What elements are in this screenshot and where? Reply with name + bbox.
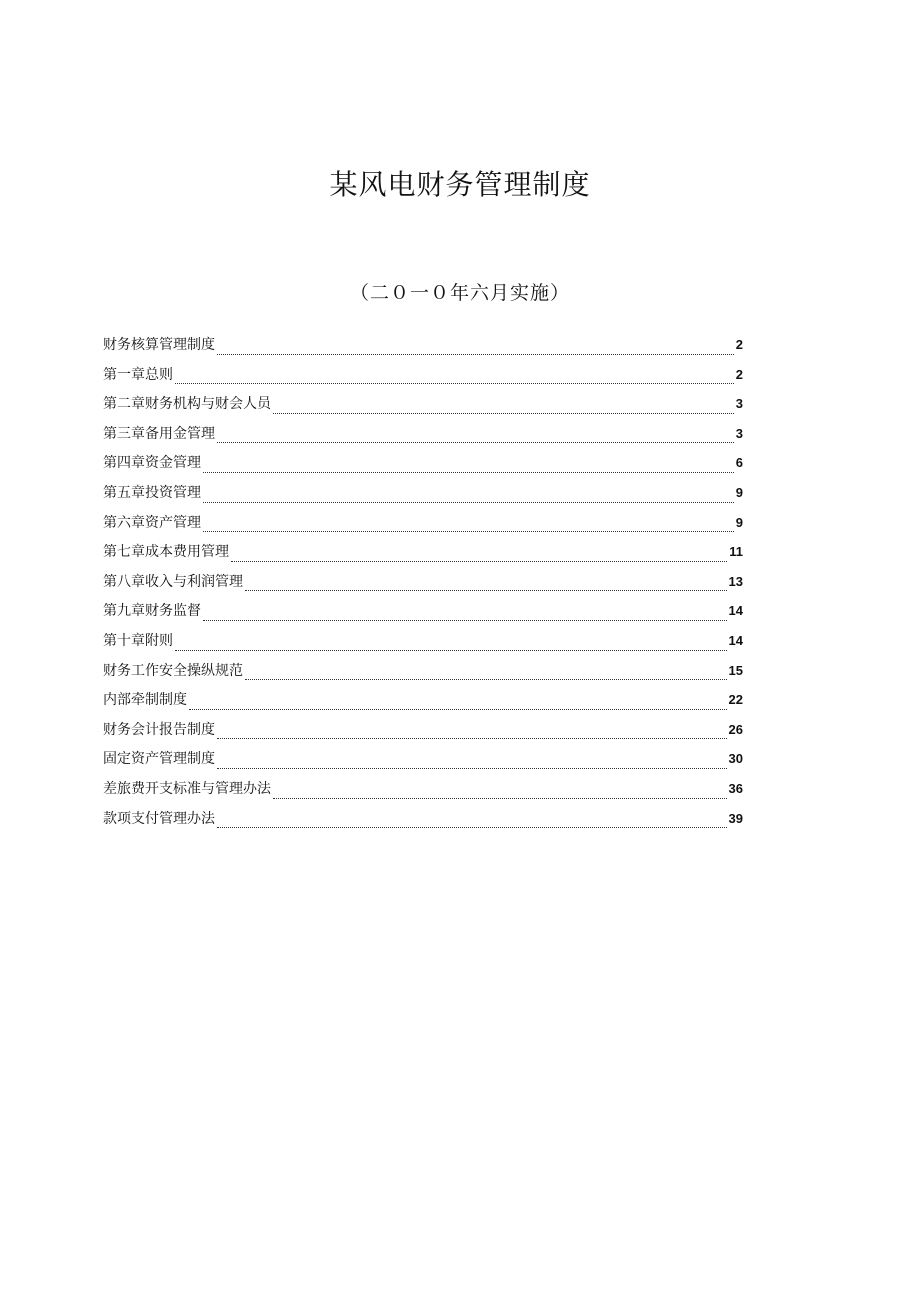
toc-entry-label: 第五章投资管理	[103, 484, 201, 501]
toc-entry-label: 财务工作安全操纵规范	[103, 662, 243, 679]
toc-entry-label: 款项支付管理办法	[103, 810, 215, 827]
toc-entry[interactable]	[103, 541, 743, 571]
toc-entry-label: 第三章备用金管理	[103, 425, 215, 442]
toc-entry[interactable]	[103, 334, 743, 364]
toc-entry-page: 9	[735, 514, 743, 530]
toc-entry[interactable]	[103, 778, 743, 808]
toc-entry-label: 第十章附则	[103, 632, 173, 649]
toc-entry[interactable]	[103, 719, 743, 749]
toc-entry-page: 14	[728, 603, 743, 619]
toc-dot-leader	[245, 589, 727, 591]
toc-entry-label: 第一章总则	[103, 366, 173, 383]
table-of-contents	[103, 334, 743, 837]
toc-dot-leader	[175, 382, 734, 384]
toc-entry-label: 第六章资产管理	[103, 514, 201, 531]
toc-entry-page: 9	[735, 484, 743, 500]
toc-entry[interactable]	[103, 423, 743, 453]
toc-dot-leader	[217, 441, 734, 443]
toc-entry[interactable]	[103, 689, 743, 719]
toc-entry-label: 财务会计报告制度	[103, 721, 215, 738]
toc-dot-leader	[245, 678, 727, 680]
toc-entry[interactable]	[103, 630, 743, 660]
toc-dot-leader	[203, 619, 727, 621]
toc-entry-page: 6	[735, 455, 743, 471]
toc-entry-page: 15	[728, 662, 743, 678]
toc-entry[interactable]	[103, 660, 743, 690]
toc-entry-page: 3	[735, 425, 743, 441]
toc-dot-leader	[217, 767, 727, 769]
toc-entry-page: 2	[735, 366, 743, 382]
toc-entry-page: 30	[728, 751, 743, 767]
toc-dot-leader	[203, 530, 734, 532]
toc-dot-leader	[231, 560, 727, 562]
toc-entry-page: 11	[729, 544, 743, 560]
toc-dot-leader	[203, 471, 734, 473]
toc-entry[interactable]	[103, 512, 743, 542]
toc-dot-leader	[217, 353, 734, 355]
toc-dot-leader	[189, 708, 727, 710]
toc-entry-label: 第四章资金管理	[103, 455, 201, 472]
toc-entry-label: 差旅费开支标准与管理办法	[103, 780, 271, 797]
toc-entry-page: 13	[728, 573, 743, 589]
toc-entry-page: 26	[728, 721, 743, 737]
toc-entry-page: 2	[735, 337, 743, 352]
toc-entry-label: 第八章收入与利润管理	[103, 573, 243, 590]
toc-entry-page: 22	[728, 692, 743, 708]
toc-entry-page: 3	[735, 396, 743, 412]
toc-entry-label: 固定资产管理制度	[103, 751, 215, 768]
toc-entry[interactable]	[103, 364, 743, 394]
toc-entry[interactable]	[103, 482, 743, 512]
toc-entry-label: 第九章财务监督	[103, 603, 201, 620]
toc-dot-leader	[273, 412, 734, 414]
toc-entry-label: 第二章财务机构与财会人员	[103, 396, 271, 413]
toc-dot-leader	[203, 501, 734, 503]
toc-dot-leader	[217, 737, 727, 739]
document-subtitle: （二０一０年六月实施）	[349, 282, 570, 304]
toc-entry-page: 14	[728, 632, 743, 648]
toc-entry[interactable]	[103, 600, 743, 630]
toc-entry-label: 第七章成本费用管理	[103, 544, 229, 561]
toc-entry[interactable]	[103, 452, 743, 482]
toc-entry-label: 内部牵制制度	[103, 692, 187, 709]
toc-entry-page: 39	[728, 810, 743, 826]
toc-dot-leader	[175, 649, 727, 651]
document-title: 某风电财务管理制度	[329, 168, 591, 201]
toc-dot-leader	[273, 797, 727, 799]
toc-entry[interactable]	[103, 748, 743, 778]
toc-entry[interactable]	[103, 393, 743, 423]
toc-entry[interactable]	[103, 808, 743, 838]
toc-entry[interactable]	[103, 571, 743, 601]
toc-entry-page: 36	[728, 780, 743, 796]
toc-entry-label: 财务核算管理制度	[103, 337, 215, 353]
toc-dot-leader	[217, 826, 727, 828]
